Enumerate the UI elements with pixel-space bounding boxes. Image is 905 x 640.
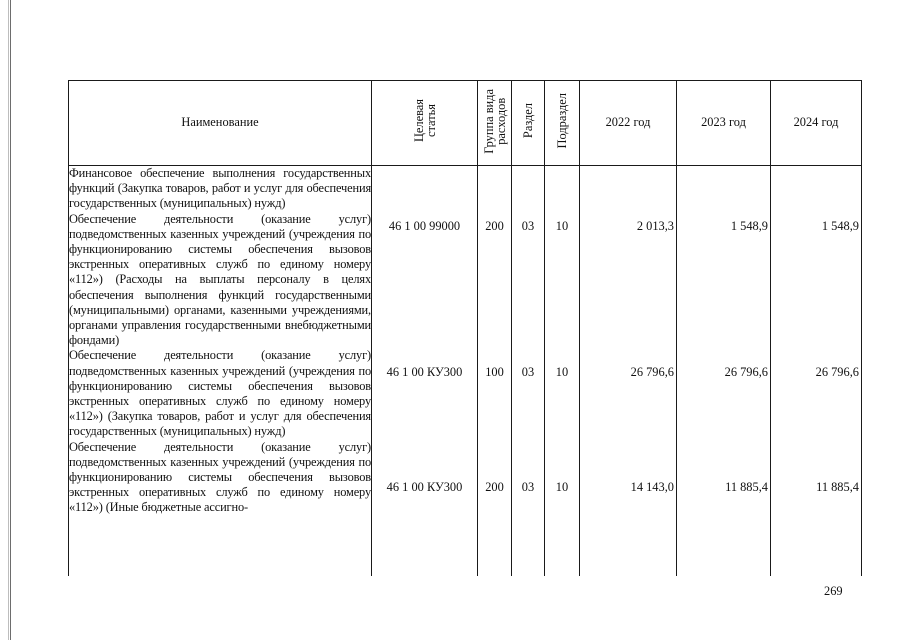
- row-3-group: 200: [485, 480, 504, 494]
- row-1-subsection: 10: [555, 219, 569, 233]
- budget-table: [68, 80, 862, 576]
- names-column: [69, 166, 372, 577]
- page-number: 269: [824, 584, 843, 598]
- year-2023-column: [677, 166, 771, 577]
- row-3-y2023: 11 885,4: [725, 480, 768, 494]
- row-name-1: Финансовое обеспечение выполнения государственных функций (Закупка товаров, работ и услуг для обеспечения государственных (муниципальных) нужд): [69, 166, 371, 211]
- row-2-y2023: 26 796,6: [724, 365, 768, 379]
- row-1-section: 03: [521, 219, 535, 233]
- row-1-y2022: 2 013,3: [636, 219, 674, 233]
- header-subsection: Подраздел: [545, 81, 580, 166]
- group-column: [478, 166, 512, 577]
- row-3-article: 46 1 00 КУ300: [386, 480, 463, 494]
- header-year-2022: 2022 год: [580, 81, 677, 166]
- row-name-4: Обеспечение деятельности (оказание услуг) подведомственных казенных учреждений (учреждения по функционированию системы обеспечения вызовов экстренных оперативных служб по единому номеру «112») (Иные бюджетные ассигно-: [69, 439, 371, 515]
- row-3-y2024: 11 885,4: [816, 480, 859, 494]
- scan-shadow-line: [8, 0, 9, 640]
- table-body-row: [69, 166, 862, 577]
- row-name-2: Обеспечение деятельности (оказание услуг) подведомственных казенных учреждений (учреждения по функционированию системы обеспечения вызовов экстренных оперативных служб по единому номеру «112») (Расходы на выплаты персоналу в целях обеспечения выполнения функций государственными (муниципальными) органами, казенными учреждениями, органами управления государственными внебюджетными фондами): [69, 211, 371, 348]
- header-name: Наименование: [69, 81, 372, 166]
- header-target-article: Целевая статья: [372, 81, 478, 166]
- header-expense-group: Группа вида расходов: [478, 81, 512, 166]
- row-2-subsection: 10: [555, 365, 569, 379]
- header-year-2024: 2024 год: [771, 81, 862, 166]
- row-1-y2023: 1 548,9: [730, 219, 768, 233]
- row-3-section: 03: [521, 480, 535, 494]
- row-3-y2022: 14 143,0: [630, 480, 674, 494]
- row-name-3: Обеспечение деятельности (оказание услуг) подведомственных казенных учреждений (учреждения по функционированию системы обеспечения вызовов экстренных оперативных служб по единому номеру «112») (Закупка товаров, работ и услуг для обеспечения государственных (муниципальных) нужд): [69, 348, 371, 439]
- row-1-y2024: 1 548,9: [821, 219, 859, 233]
- row-1-group: 200: [485, 219, 504, 233]
- row-3-subsection: 10: [555, 480, 569, 494]
- row-2-y2024: 26 796,6: [815, 365, 859, 379]
- section-column: [512, 166, 545, 577]
- header-year-2023: 2023 год: [677, 81, 771, 166]
- row-2-section: 03: [521, 365, 535, 379]
- row-2-y2022: 26 796,6: [630, 365, 674, 379]
- row-1-article: 46 1 00 99000: [388, 219, 461, 233]
- table-header-row: [69, 81, 862, 166]
- subsection-column: [545, 166, 580, 577]
- year-2024-column: [771, 166, 862, 577]
- row-2-group: 100: [485, 365, 504, 379]
- scan-edge-line: [10, 0, 11, 640]
- row-2-article: 46 1 00 КУ300: [386, 365, 463, 379]
- year-2022-column: [580, 166, 677, 577]
- header-section: Раздел: [512, 81, 545, 166]
- article-column: [372, 166, 478, 577]
